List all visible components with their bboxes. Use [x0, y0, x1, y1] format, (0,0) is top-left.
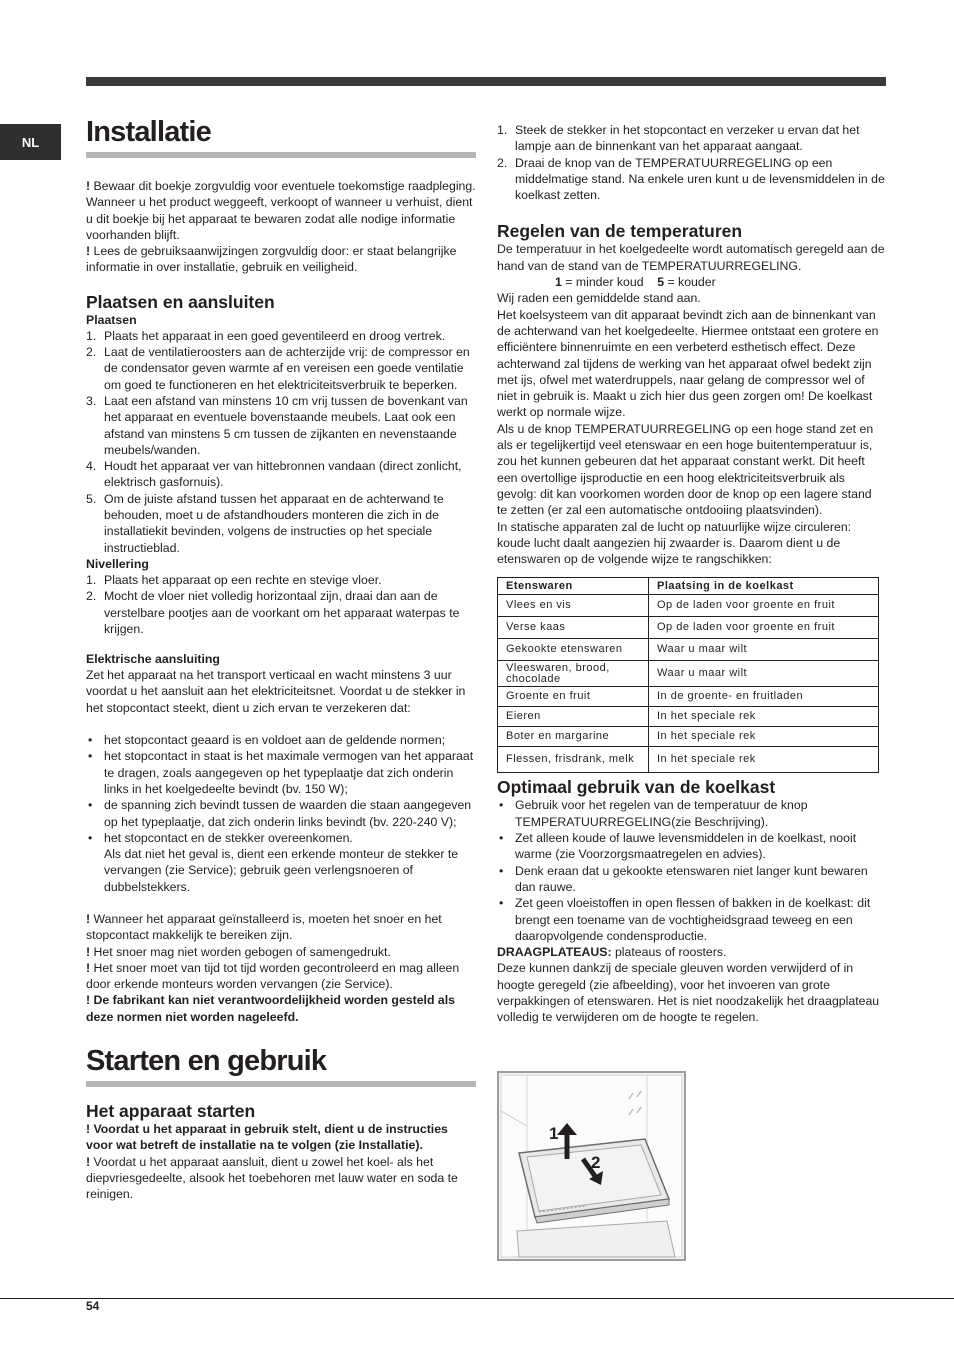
list-item: • de spanning zich bevindt tussen de waarden die staan aangegeven op het typeplaatje, dat zich onderin links bevindt (bv. 220-240 V);	[88, 798, 472, 829]
table-cell: In het speciale rek	[649, 747, 879, 773]
shelf-drawing	[497, 1071, 686, 1261]
top-rule	[86, 77, 886, 86]
elektrisch-intro: Zet het apparaat na het transport verticaal en wacht minstens 3 uur voordat u het aansluit aan het elektriciteitsnet. Voordat u de stekker in het stopcontact steekt, dient u zich ervan te verzekeren dat:	[86, 668, 466, 715]
list-item: 1. Plaats het apparaat op een rechte en stevige vloer.	[86, 572, 382, 587]
list-item: 2. Draai de knop van de TEMPERATUURREGELING op een middelmatige stand. Na enkele uren kunt u de levensmiddelen in de koelkast zetten.	[497, 155, 885, 203]
list-item: • Zet geen vloeistoffen in open flessen of bakken in de koelkast: dit brengt een toename van de vochtigheidsgraad teweeg en een daaropvolgende condensproductie.	[499, 896, 871, 943]
table-row	[498, 661, 879, 687]
starten-title: Starten en gebruik	[86, 1043, 476, 1087]
temperature-scale: 1 = minder koud 5 = kouder	[555, 275, 716, 290]
warning-bold: ! De fabrikant kan niet verantwoordelijkheid worden gesteld als deze normen niet worden nageleefd.	[86, 993, 455, 1024]
intro-paragraph-1: ! Bewaar dit boekje zorgvuldig voor eventuele toekomstige raadpleging. Wanneer u het product weggeeft, verkoopt of wanneer u verhuist, dient u dit boekje bij het apparaat te bewaren zodat alle nodige informatie voorhanden blijft.	[86, 179, 476, 242]
left-column	[86, 114, 476, 1203]
list-item: • het stopcontact geaard is en voldoet aan de geldende normen;	[88, 733, 446, 748]
list-item: 1. Plaats het apparaat in een goed geventileerd en droog vertrek.	[86, 328, 446, 343]
apparaat-starten-bold: ! Voordat u het apparaat in gebruik stelt, dient u de instructies voor wat betreft de installatie na te volgen (zie Installatie).	[86, 1122, 448, 1153]
table-header-row	[498, 578, 879, 595]
regelen-p5: In statische apparaten zal de lucht op natuurlijke wijze circuleren: koude lucht daalt aangezien hij zwaarder is. Daarom dient u de etenswaren op de volgende wijze te rangschikken:	[497, 519, 852, 567]
table-cell: Vlees en vis	[498, 595, 649, 617]
table-cell: Waar u maar wilt	[649, 639, 879, 661]
list-item: 2. Mocht de vloer niet volledig horizontaal zijn, draai dan aan de verstelbare pootjes aan de voorkant om het apparaat waterpas te krijgen.	[86, 589, 460, 636]
elektrisch-subheading: Elektrische aansluiting	[86, 652, 220, 667]
nivellering-list	[86, 572, 476, 637]
regelen-p2: Wij raden een gemiddelde stand aan.	[497, 291, 701, 306]
regelen-heading: Regelen van de temperaturen	[497, 221, 743, 242]
table-cell: Op de laden voor groente en fruit	[649, 595, 879, 617]
list-item: 1. Steek de stekker in het stopcontact en verzeker u ervan dat het lampje aan de binnenkant van het apparaat aangaat.	[497, 123, 860, 154]
table-row	[498, 595, 879, 617]
table-header: Etenswaren	[498, 578, 649, 595]
warning-2: ! Het snoer mag niet worden gebogen of samengedrukt.	[86, 944, 391, 959]
language-label: NL	[21, 134, 40, 150]
table-row	[498, 707, 879, 727]
start-steps-list	[497, 122, 885, 203]
table-row	[498, 747, 879, 773]
list-item: • het stopcontact en de stekker overeenkomen.	[88, 830, 353, 845]
list-item: 2. Laat de ventilatieroosters aan de achterzijde vrij: de compressor en de condensator geven warmte af en vereisen een goede ventilatie om goed te functioneren en het elektriciteitsverbruik te beperken.	[86, 345, 470, 392]
language-tab	[0, 124, 61, 160]
page-number: 54	[86, 1299, 100, 1313]
draagplateaus-line: DRAAGPLATEAUS: plateaus of roosters.	[497, 945, 727, 960]
plaatsen-subheading: Plaatsen	[86, 312, 137, 327]
list-item: 5. Om de juiste afstand tussen het apparaat en de achterwand te behouden, moet u de afstandhouders monteren die zich in de installatiekit bevinden, volgens de instructies op het speciale instructieblad.	[86, 491, 444, 555]
optimaal-list	[497, 797, 885, 944]
figure-label-1: 1	[549, 1124, 559, 1143]
apparaat-starten-text: ! Voordat u het apparaat aansluit, dient u zowel het koel- als het diepvriesgedeelte, alsook het toebehoren met lauw water en soda te reinigen.	[86, 1154, 458, 1202]
list-item: • Denk eraan dat u gekookte etenswaren niet langer kunt bewaren dan rauwe.	[499, 863, 868, 894]
right-column	[497, 122, 885, 1026]
table-cell: Groente en fruit	[498, 687, 649, 707]
table-cell: In het speciale rek	[649, 727, 879, 747]
table-cell: In het speciale rek	[649, 707, 879, 727]
figure-label-2: 2	[591, 1153, 601, 1172]
nivellering-subheading: Nivellering	[86, 556, 149, 571]
regelen-p4: Als u de knop TEMPERATUURREGELING op een hoge stand zet en als er tegelijkertijd veel etenswaar en een hoge buitentemperatuur is, zou het kunnen gebeuren dat het apparaat constant werkt. Dit heeft een overtollige ijsproductie en een hoog elektriciteitsverbruik als gevolg: dit kan voorkomen worden door de knop op een lagere stand te zetten (er zal een automatische ontdooiing plaatsvinden).	[497, 421, 874, 518]
plaatsen-list	[86, 328, 476, 556]
list-item: 4. Houdt het apparaat ver van hittebronnen vandaan (direct zonlicht, elektrisch gasfornuis).	[86, 459, 462, 490]
draagplateaus-paragraph: Deze kunnen dankzij de speciale gleuven worden verwijderd of in hoogte geregeld (zie afbeelding), voor het invoeren van grote verpakkingen of etenswaren. Het is niet noodzakelijk het draagplateau volledig te verwijderen om de hoogte te regelen.	[497, 961, 880, 1025]
food-placement-table	[497, 577, 879, 773]
warning-1: ! Wanneer het apparaat geïnstalleerd is, moeten het snoer en het stopcontact makkelijk te bereiken zijn.	[86, 911, 442, 943]
regelen-p3: Het koelsysteem van dit apparaat bevindt zich aan de binnenkant van de achterwand van het koelgedeelte. Hiermee ontstaat een grotere en efficiëntere binnenruimte en een verbeterd esthetisch effect. Deze achterwand zal tijdens de werking van het apparaat ofwel bedekt zijn met ijs, ofwel met waterdruppels, naar gelang de compressor wel of niet in gebruik is. Maakt u zich hier dus geen zorgen om! De koelkast werkt op normale wijze.	[497, 307, 879, 420]
shelf-illustration	[497, 1071, 686, 1261]
intro-paragraph-2: ! Lees de gebruiksaanwijzingen zorgvuldig door: er staat belangrijke informatie in over installatie, gebruik en veiligheid.	[86, 244, 457, 275]
table-row	[498, 727, 879, 747]
regelen-p1: De temperatuur in het koelgedeelte wordt automatisch geregeld aan de hand van de stand van de TEMPERATUURREGELING.	[497, 242, 885, 273]
list-item: 3. Laat een afstand van minstens 10 cm vrij tussen de bovenkant van het apparaat en eventuele bovenstaande meubels. Laat ook een afstand van minstens 5 cm tussen de zijkanten en nevenstaande meubels/wanden.	[86, 393, 468, 457]
installatie-title: Installatie	[86, 114, 476, 158]
warning-3: ! Het snoer moet van tijd tot tijd worden gecontroleerd en mag alleen door erkende monteurs worden vervangen (zie Service).	[86, 960, 460, 992]
table-cell: Vleeswaren, brood, chocolade	[498, 661, 649, 687]
table-cell: Boter en margarine	[498, 727, 649, 747]
table-header: Plaatsing in de koelkast	[649, 578, 879, 595]
list-item: • Zet alleen koude of lauwe levensmiddelen in de koelkast, nooit warme (zie Voorzorgsmaatregelen en advies).	[499, 831, 857, 862]
optimaal-heading: Optimaal gebruik van de koelkast	[497, 777, 776, 798]
table-row	[498, 687, 879, 707]
footer-rule	[0, 1298, 954, 1299]
list-item: • Gebruik voor het regelen van de temperatuur de knop TEMPERATUURREGELING(zie Beschrijving).	[499, 798, 808, 829]
list-item: • het stopcontact in staat is het maximale vermogen van het apparaat te dragen, zoals aangegeven op het typeplaatje dat zich onderin links in het koelgedeelte bevindt (bv. 150 W);	[88, 749, 474, 796]
table-cell: Op de laden voor groente en fruit	[649, 617, 879, 639]
table-cell: Waar u maar wilt	[649, 661, 879, 687]
elektrisch-list	[86, 732, 476, 846]
table-cell: In de groente- en fruitladen	[649, 687, 879, 707]
table-cell: Verse kaas	[498, 617, 649, 639]
elektrisch-note: Als dat niet het geval is, dient een erkende monteur de stekker te vervangen (zie Service); gebruik geen verlengsnoeren of dubbelstekkers.	[104, 847, 459, 894]
apparaat-starten-heading: Het apparaat starten	[86, 1101, 256, 1122]
table-row	[498, 617, 879, 639]
plaatsen-heading: Plaatsen en aansluiten	[86, 291, 275, 312]
table-cell: Eieren	[498, 707, 649, 727]
table-cell: Gekookte etenswaren	[498, 639, 649, 661]
table-row	[498, 639, 879, 661]
table-cell: Flessen, frisdrank, melk	[498, 747, 649, 773]
